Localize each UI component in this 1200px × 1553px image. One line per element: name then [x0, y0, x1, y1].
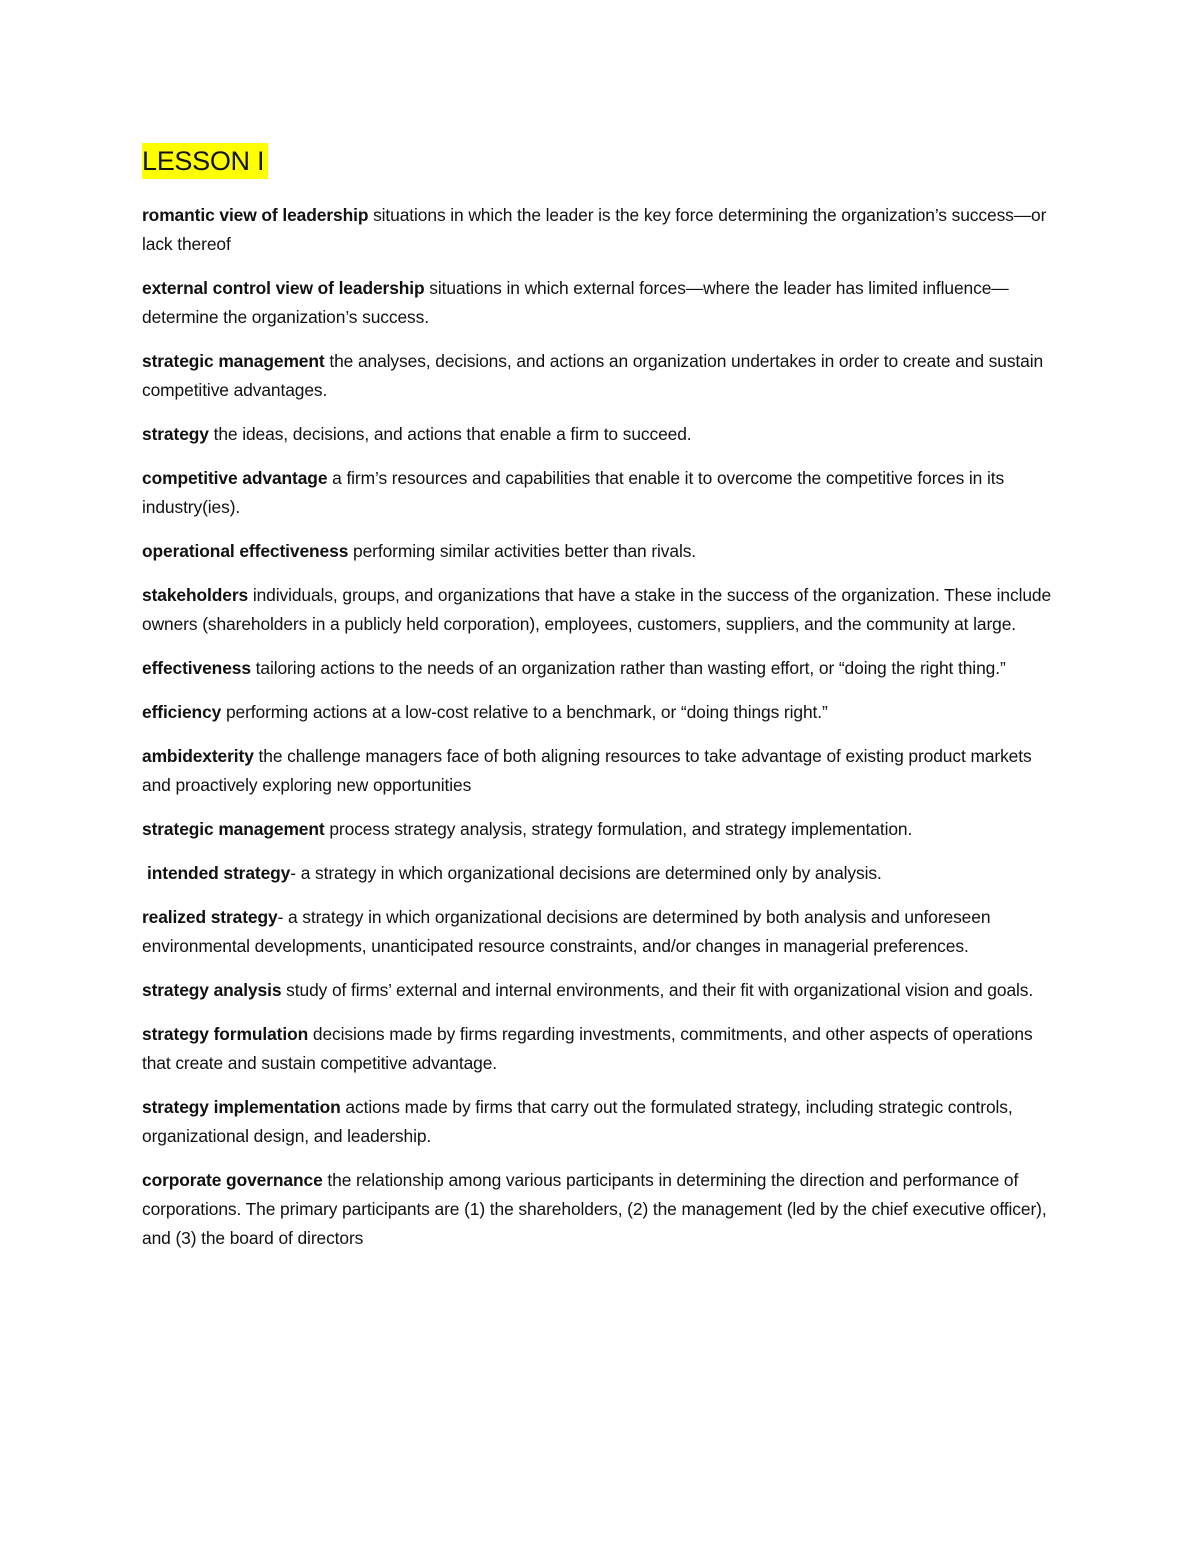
entry-definition: - a strategy in which organizational decisions are determined by both analysis and unforeseen environmental developments, unanticipated resource constraints, and/or changes in managerial preferences.	[142, 907, 991, 956]
entry-definition: the relationship among various participants in determining the direction and performance of corporations. The primary participants are (1) the shareholders, (2) the management (led by the chief executive officer), and (3) the board of directors	[142, 1170, 1047, 1248]
lesson-title: LESSON I	[142, 143, 268, 179]
entry-term: corporate governance	[142, 1170, 323, 1190]
entry-definition: the challenge managers face of both aligning resources to take advantage of existing product markets and proactively exploring new opportunities	[142, 746, 1032, 795]
entry-definition: situations in which the leader is the key force determining the organization’s success—or lack thereof	[142, 205, 1047, 254]
entry-definition: actions made by firms that carry out the formulated strategy, including strategic controls, organizational design, and leadership.	[142, 1097, 1013, 1146]
glossary-entry	[142, 1093, 1062, 1151]
entry-definition: the analyses, decisions, and actions an organization undertakes in order to create and sustain competitive advantages.	[142, 351, 1044, 400]
entry-term: strategy analysis	[142, 980, 282, 1000]
entry-term: strategic management	[142, 819, 325, 839]
entry-definition: individuals, groups, and organizations that have a stake in the success of the organization. These include owners (shareholders in a publicly held corporation), employees, customers, suppliers, and the community at large.	[142, 585, 1052, 634]
entry-term: stakeholders	[142, 585, 249, 605]
glossary-entry	[142, 903, 1062, 961]
entry-term: strategy formulation	[142, 1024, 309, 1044]
glossary-entry	[142, 581, 1062, 639]
glossary-entry	[142, 420, 1062, 449]
entry-definition: process strategy analysis, strategy formulation, and strategy implementation.	[324, 819, 913, 839]
glossary-entry	[142, 654, 1062, 683]
entry-definition: study of firms’ external and internal environments, and their fit with organizational vision and goals.	[281, 980, 1034, 1000]
glossary-entry	[142, 537, 1062, 566]
entry-definition: - a strategy in which organizational decisions are determined only by analysis.	[290, 863, 882, 883]
glossary-entry	[142, 859, 1062, 888]
entry-term: strategy implementation	[142, 1097, 341, 1117]
entry-term: strategy	[142, 424, 209, 444]
glossary-entry	[142, 698, 1062, 727]
glossary-entry	[142, 815, 1062, 844]
entry-definition: a firm’s resources and capabilities that enable it to overcome the competitive forces in its industry(ies).	[142, 468, 1005, 517]
entry-definition: decisions made by firms regarding investments, commitments, and other aspects of operations that create and sustain competitive advantage.	[142, 1024, 1033, 1073]
entry-term: romantic view of leadership	[142, 205, 369, 225]
glossary-entry	[142, 347, 1062, 405]
entry-term: operational effectiveness	[142, 541, 349, 561]
glossary-entry	[142, 976, 1062, 1005]
entry-term: realized strategy	[142, 907, 278, 927]
entry-term: ambidexterity	[142, 746, 254, 766]
entry-term: effectiveness	[142, 658, 251, 678]
glossary-entry	[142, 201, 1062, 259]
glossary-entry	[142, 1166, 1062, 1253]
entry-definition: tailoring actions to the needs of an organization rather than wasting effort, or “doing the right thing.”	[250, 658, 1006, 678]
entry-definition: performing actions at a low-cost relative to a benchmark, or “doing things right.”	[221, 702, 828, 722]
entry-term: efficiency	[142, 702, 222, 722]
document-body	[142, 143, 1062, 1268]
glossary-entry	[142, 274, 1062, 332]
entry-term: strategic management	[142, 351, 325, 371]
entry-term: external control view of leadership	[142, 278, 425, 298]
entry-definition: situations in which external forces—where the leader has limited influence—determine the organization’s success.	[142, 278, 1009, 327]
entry-definition: the ideas, decisions, and actions that enable a firm to succeed.	[208, 424, 692, 444]
entry-definition: performing similar activities better than rivals.	[348, 541, 697, 561]
glossary-entry	[142, 1020, 1062, 1078]
entry-term: competitive advantage	[142, 468, 328, 488]
entry-term: intended strategy	[147, 863, 291, 883]
glossary-entry	[142, 742, 1062, 800]
glossary-entry	[142, 464, 1062, 522]
